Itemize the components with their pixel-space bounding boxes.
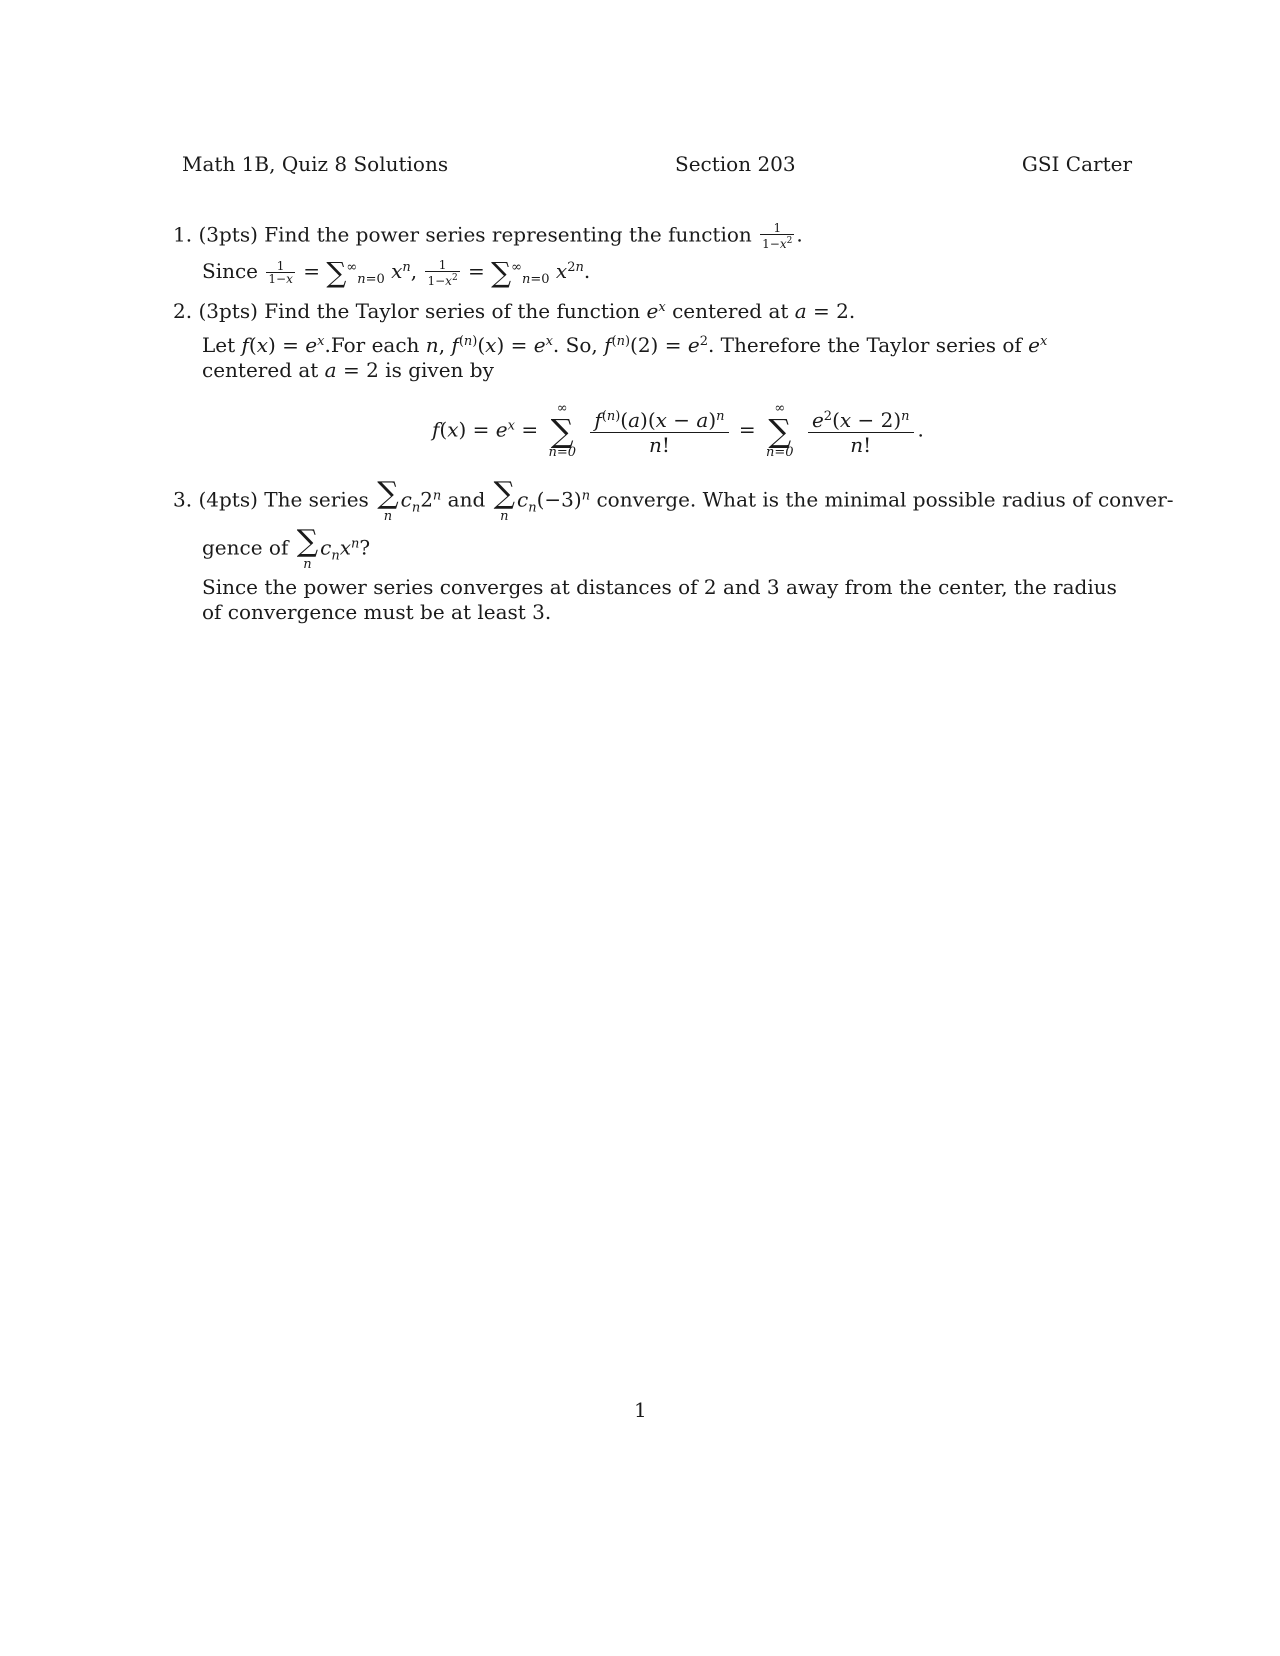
problem-2-answer: Let $f(x) = e^x.For$ each n, $f^{(n)}(x) = e^x$. So, $f^{(n)}(2) = e^2$. Therefore the Taylor series of $e^x$ centered at a = 2 is given by [202,333,1048,382]
problem-3-question-line2: gence of ∑ n $c_nx^n$? [202,524,371,572]
problem-1-question: 1. (3pts) Find the power series representing the function $\frac{1}{1-x^2}$ . [173,221,803,251]
header-gsi: GSI Carter [1021,152,1132,176]
problem-text: Find the power series representing the function [264,222,752,247]
summation: ∑ n [377,476,399,524]
math-fraction: $\frac{e^2(x - 2)^n}{n!}$ [808,405,914,457]
summation: ∑ n [296,524,319,572]
math-fraction: $\frac{1}{1-x}$ [268,259,293,286]
header-section: Section 203 [675,152,796,176]
problem-3-answer: Since the power series converges at distances of 2 and 3 away from the center, the radius of convergence must be at least 3. [202,575,1117,624]
problem-number: 1. [173,222,193,247]
problem-points: (4pts) [198,487,258,512]
problem-points: (3pts) [198,222,258,247]
problem-number: 2. [173,299,193,323]
math-fraction: $\frac{1}{1-x^2}$ [427,257,458,288]
summation: ∞ ∑ n=0 [548,401,576,460]
problem-number: 3. [173,487,193,512]
math-fraction: $\frac{f^{(n)}(a)(x - a)^n}{n!}$ [590,405,728,457]
summation: ∑ n [493,476,516,524]
summation: ∞ ∑ n=0 [766,401,794,460]
problem-3-question-line1: 3. (4pts) The series ∑ n $c_n2^n$ and ∑ n $c_n(-3)^n$ converge. What is the minimal possible radius of conver- [173,476,1174,524]
problem-points: (3pts) [198,299,258,323]
math-fraction: $\frac{1}{1-x^2}$ [762,221,793,251]
header-course: Math 1B, Quiz 8 Solutions [182,152,449,176]
problem-2-question: 2. (3pts) Find the Taylor series of the function $e^x$ centered at a = 2. [173,299,856,323]
page-number: 1 [634,1398,647,1422]
problem-text: Find the Taylor series of the function [264,299,641,323]
taylor-series-equation: $f(x) = e^x$ = ∞ ∑ n=0 $\frac{f^{(n)}(a)(x - a)^n}{n!}$ = ∞ ∑ n=0 $\frac{e^2(x - 2)^n}{n!}$ . [432,401,924,460]
problem-1-answer: Since $\frac{1}{1-x}$ = $\sum^\infty_{n=0}$ $x^n$, $\frac{1}{1-x^2}$ = $\sum^\infty_{n=0}$ $x^{2n}$. [202,256,591,289]
answer-text: Since [202,259,259,283]
